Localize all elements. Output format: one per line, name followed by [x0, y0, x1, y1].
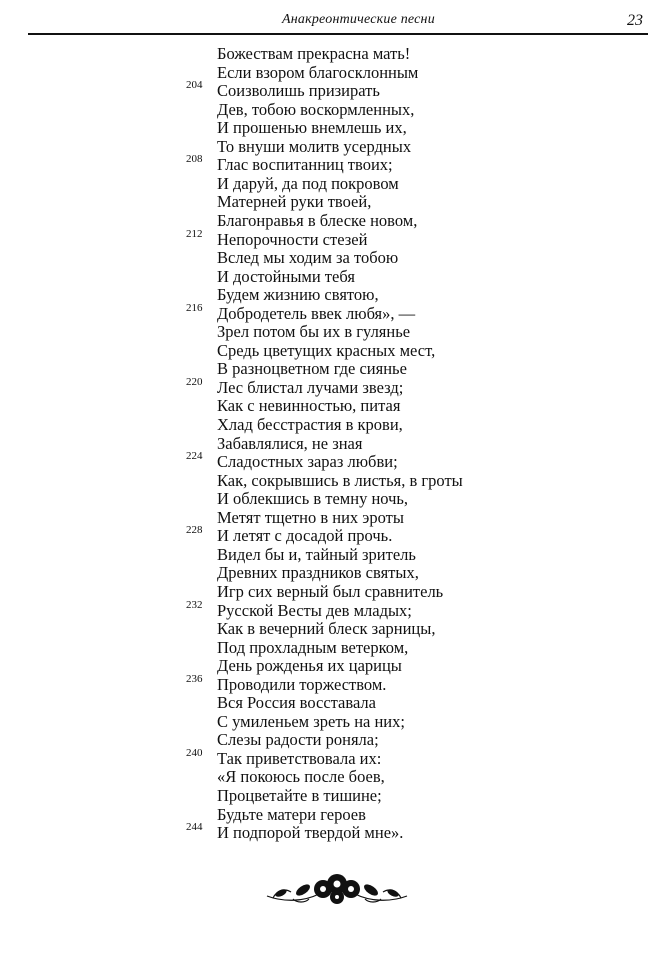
poem-line: Лес блистал лучами звезд;	[217, 377, 404, 397]
poem-line: Благонравья в блеске новом,	[217, 210, 418, 230]
poem-line: Игр сих верный был сравнитель	[217, 581, 444, 601]
poem-line: Процветайте в тишине;	[217, 786, 382, 805]
poem-line: Непорочности стезей	[217, 229, 368, 249]
page-number: 23	[627, 12, 643, 29]
poem-line: Глас воспитанниц твоих;	[217, 155, 393, 175]
poem-line: День рожденья их царицы	[217, 656, 402, 676]
poem-line: Как, сокрывшись в листья, в гроты	[217, 470, 463, 490]
poem-line: Проводили торжеством.	[217, 674, 387, 694]
line-number: 204	[186, 79, 203, 92]
poem-line: И прошенью внемлешь их,	[217, 118, 407, 138]
line-number: 244	[186, 821, 203, 834]
poem-line: И летят с досадой прочь.	[217, 526, 393, 546]
poem-line: Русской Весты дев младых;	[217, 600, 412, 620]
poem-line: Под прохладным ветерком,	[217, 637, 409, 657]
line-number: 228	[186, 524, 203, 537]
poem-line: Хлад бесстрастия в крови,	[217, 415, 403, 434]
poem-line: Видел бы и, тайный зритель	[217, 544, 416, 564]
line-number: 236	[186, 672, 203, 685]
poem-line: Древних праздников святых,	[217, 563, 419, 583]
poem-line: И облекшись в темну ночь,	[217, 489, 409, 509]
line-number: 224	[186, 450, 203, 463]
poem-line: Слезы радости роняла;	[217, 730, 379, 750]
poem-line: И даруй, да под покровом	[217, 173, 399, 193]
poem-line: Будем жизнию святою,	[217, 285, 379, 305]
poem-line: Вслед мы ходим за тобою	[217, 248, 399, 268]
poem-line: Соизволишь призирать	[217, 81, 380, 101]
poem-line: Дев, тобою воскормленных,	[217, 99, 415, 119]
poem-line: Матерней руки твоей,	[217, 192, 372, 212]
poem-line: Божествам прекрасна мать!	[217, 44, 411, 63]
poem-line: Добродетель ввек любя», —	[217, 303, 416, 323]
poem-line: То внуши молитв усердных	[217, 136, 412, 156]
poem-line: Сладостных зараз любви;	[217, 452, 398, 472]
poem-line: «Я покоюсь после боев,	[217, 767, 385, 787]
page-header	[0, 0, 668, 40]
poem-line: Зрел потом бы их в гулянье	[217, 322, 411, 342]
line-number: 220	[186, 375, 203, 388]
floral-vignette-icon	[263, 872, 411, 908]
poem-line: И подпорой твердой мне».	[217, 823, 404, 843]
poem-line: Будьте матери героев	[217, 804, 366, 824]
poem-line: Как в вечерний блеск зарницы,	[217, 619, 436, 639]
running-title: Анакреонтические песни	[282, 12, 435, 27]
line-number: 208	[186, 153, 203, 166]
poem-line: Забавлялися, не зная	[217, 433, 363, 453]
poem-line: Метят тщетно в них эроты	[217, 507, 404, 527]
poem-line: Так приветствовала их:	[217, 748, 382, 768]
header-rule	[28, 33, 648, 35]
line-number: 216	[186, 301, 203, 314]
poem-line: Если взором благосклонным	[217, 62, 419, 82]
poem-line: Вся Россия восставала	[217, 693, 376, 713]
line-number: 232	[186, 598, 203, 611]
poem-line: И достойными тебя	[217, 266, 355, 286]
poem-line: С умиленьем зреть на них;	[217, 711, 405, 731]
line-number: 240	[186, 746, 203, 759]
poem-line: Как с невинностью, питая	[217, 396, 401, 416]
poem-line: Средь цветущих красных мест,	[217, 340, 436, 360]
poem-line: В разноцветном где сиянье	[217, 359, 407, 379]
line-number: 212	[186, 227, 203, 240]
